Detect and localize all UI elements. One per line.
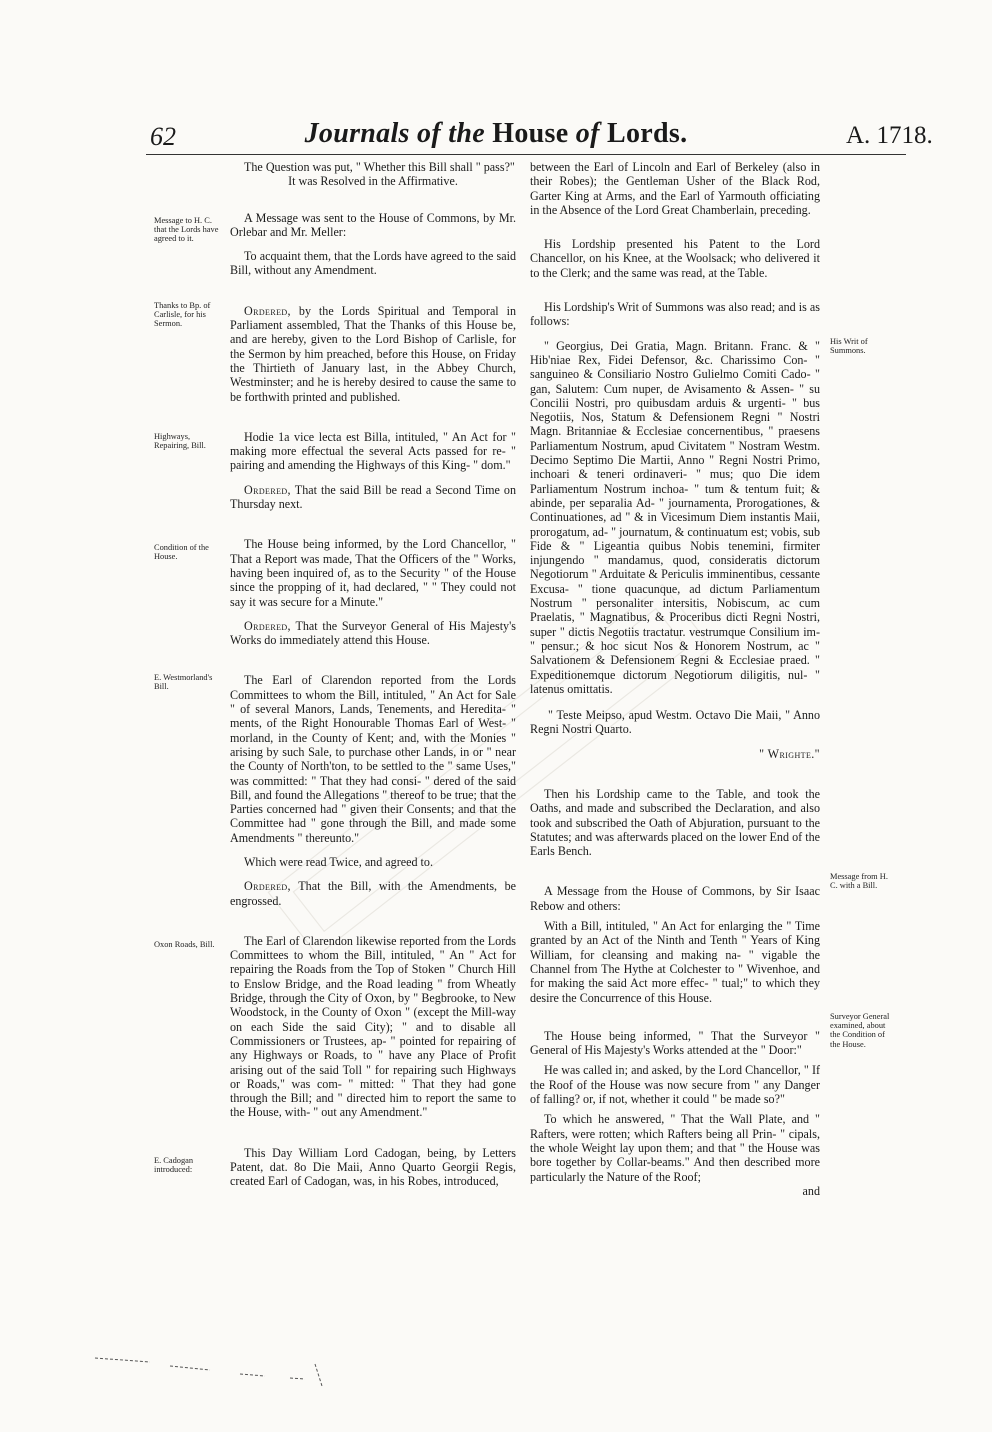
title-word: Lords. bbox=[607, 118, 688, 149]
paragraph bbox=[230, 483, 516, 512]
margin-note-highways: Highways, Repairing, Bill. bbox=[154, 432, 206, 451]
paragraph: A Message from the House of Commons, by Sir Isaac Rebow and others: bbox=[530, 884, 820, 913]
paragraph: He was called in; and asked, by the Lord Chancellor, " If the Roof of the House was now secure from " any Danger of falling? or, if not, whether it could " be made so?" bbox=[530, 1063, 820, 1107]
paragraph: The House being informed, " That the Surveyor " General of His Majesty's Works attended at the " Door:" bbox=[530, 1028, 820, 1058]
paragraph: The Question was put, " Whether this Bill shall " pass?" bbox=[244, 160, 515, 174]
title-word: of bbox=[575, 118, 600, 149]
margin-note-oxon: Oxon Roads, Bill. bbox=[154, 940, 215, 949]
margin-note-condition: Condition of the House. bbox=[154, 543, 209, 562]
paragraph bbox=[230, 619, 516, 648]
paragraph-body: That the Bill, with the Amendments, be engrossed. bbox=[230, 879, 516, 908]
right-column bbox=[530, 160, 820, 1198]
margin-note-westmorland: E. Westmorland's Bill. bbox=[154, 673, 213, 692]
paragraph: The House being informed, by the Lord Chancellor, " That a Report was made, That the Officers of the " Works, having been inquired of, as to the Security " of the House since the propping of it, had declared, " " They could not say it was secure for a Minute." bbox=[230, 537, 516, 609]
margin-note-message-hc: Message to H. C. that the Lords have agreed to it. bbox=[154, 216, 219, 244]
page-number: 62 bbox=[150, 122, 176, 151]
margin-note-surveyor: Surveyor General examined, about the Condition of the House. bbox=[830, 1012, 890, 1049]
paragraph: between the Earl of Lincoln and Earl of Berkeley (also in their Robes); the Gentleman Usher of the Black Rod, Garter King at Arms, and the Earl of Yarmouth officiating in the Absence of the Lord Great Chamberlain, preceding. bbox=[530, 160, 820, 217]
paragraph bbox=[230, 304, 516, 404]
header-rule bbox=[146, 154, 906, 155]
paragraph: The Earl of Clarendon reported from the Lords Committees to whom the Bill, intituled, " An Act for Sale " of several Manors, Lands, Tenements, and Heredita- " ments, of the Right Honourable Thomas Earl of West- " morland, in the County of Kent; and, with the Monies " arising by such Sale, to purchase other Lands, in or " near the County of North'ton, to be settled to the " same Uses," was committed: " That they had consi- " dered of the said Bill, and found the Allegations " thereof to be true; that the Parties concerned had " given their Consents; and that the Committee had " gone through the Bill, and made some Amendments " thereunto." bbox=[230, 673, 516, 845]
paragraph-body: That the Surveyor General of His Majesty's Works do immediately attend this House. bbox=[230, 618, 516, 648]
paragraph: Then his Lordship came to the Table, and took the Oaths, and made and subscribed the Declaration, and also took and subscribed the Oath of Abjuration, pursuant to the Statutes; and was afterwards placed on the lower End of the Earls Bench. bbox=[530, 786, 820, 859]
paragraph: With a Bill, intituled, " An Act for enlarging the " Time granted by an Act of the Ninth and Tenth " Years of King William, for cleansing and making na- " vigable the Channel from The Hythe at Colchester to " Wivenhoe, and for making the said Act more effec- " tual;" to which they desire the Concurrence of this House. bbox=[530, 919, 820, 1005]
title-word: Journals bbox=[304, 118, 410, 149]
ordered-lead: Ordered, bbox=[244, 303, 291, 318]
ordered-lead: Ordered, bbox=[244, 482, 291, 497]
writ-text: " Georgius, Dei Gratia, Magn. Britann. Franc. & " Hib'niae Rex, Fidei Defensor, &c. Charissimo Con- " sanguineo & Consiliario Nostro Gulielmo Comiti Cado- " gan, Salutem: Cum nuper, de Avisamento & Assen- " su Concilii Nostri, pro quibusdam arduis & urgenti- " bus Negotiis, Nos, Statum & Defensionem Regni " Nostri Magn. Britanniae & Ecclesiae concernentibus, " praesens Parliamentum Nostrum, apud Civitatem " Nostram Westm. Decimo Septimo Die Martii, Anno " Regni Nostri Primo, inchoari & teneri ordinaveri- " mus; quo Die idem Parliamentum Nostrum inchoa- " tum & tentum fuit; & abinde, per separalia Ad- " journamenta, Prorogationes, & Continuationes, ad " & in Vicesimum Diem instantis Maii, prorogatum, ad- " journatum, & continuatum est; vobis, sub Fide & " Ligeantia quibus Nobis tenemini, firmiter injungendo " mandamus, quod, consideratis dictorum Negotiorum " Arduitate & Periculis imminentibus, cessante Excusa- " tione quacunque, ad dictum Parliamentum Nostrum " personaliter intersitis, Nobiscum, ac cum Praelatis, " Magnatibus, & Proceribus dicti Regni Nostri, super " dictis Negotiis tractatur. vestrumque Consilium im- " pensur.; & hoc sicut Nos & Honorem Nostrum, ac " Salvationem & Defensionem Regni & Ecclesiae praed. " Expeditionemque dictorum Negotiorum diligitis, nul- " latenus omittatis. bbox=[530, 338, 820, 696]
page-title bbox=[0, 118, 992, 150]
paragraph: A Message was sent to the House of Commons, by Mr. Orlebar and Mr. Meller: bbox=[230, 210, 516, 239]
catchword: and bbox=[802, 1183, 820, 1198]
title-word: House bbox=[492, 118, 569, 149]
title-word: of the bbox=[417, 118, 485, 149]
paragraph: To which he answered, " That the Wall Plate, and " Rafters, were rotten; which Rafters being all Prin- " cipals, the whole Weight lay upon them; and that " the House was bore together by Collar-beams." And then described more particularly the Nature of the Roof; bbox=[530, 1112, 820, 1184]
ordered-lead: Ordered, bbox=[244, 879, 291, 894]
paragraph-body: That the said Bill be read a Second Time on Thursday next. bbox=[230, 482, 516, 512]
paragraph bbox=[230, 879, 516, 908]
scan-marks bbox=[90, 1352, 420, 1392]
ordered-lead: Ordered, bbox=[244, 618, 291, 633]
left-column bbox=[230, 160, 516, 1189]
paragraph: Which were read Twice, and agreed to. bbox=[244, 854, 433, 869]
paragraph-body: by the Lords Spiritual and Temporal in Parliament assembled, That the Thanks of this House be, and are hereby, given to the Lord Bishop of Carlisle, for the Sermon by him preached, before this House, on Friday the Thirtieth of January last, in the Abbey Church, Westminster; and he is hereby desired to cause the same to be forthwith printed and published. bbox=[230, 303, 516, 404]
margin-note-thanks: Thanks to Bp. of Carlisle, for his Sermon. bbox=[154, 301, 211, 329]
paragraph: To acquaint them, that the Lords have agreed to the said Bill, without any Amendment. bbox=[230, 249, 516, 278]
paragraph: The Earl of Clarendon likewise reported from the Lords Committees to whom the Bill, intituled, " An " Act for repairing the Roads from the Top of Stoken " Church Hill to Enslow Bridge, and the Road leading " from Wheatly Bridge, through the City of Oxon, by " Begbrooke, to New Woodstock, in the County of Oxon " (except the Mill-way on each Side the said City); " and to disable all Commissioners or Trustees, ap- " pointed for repairing of any Highways or Roads, to " have any Place of Profit arising out of the said Toll " for repairing such Highways or Roads," was com- " mitted: " That they had gone through the Bill; and " directed him to report the same to the House, with- " out any Amendment." bbox=[230, 933, 516, 1120]
paragraph: Hodie 1a vice lecta est Billa, intituled, " An Act for " making more effectual the several Acts passed for re- " pairing and amending the Highways of this King- " dom." bbox=[230, 429, 516, 473]
writ-signature: " Wrighte." bbox=[759, 746, 820, 761]
paragraph: This Day William Lord Cadogan, being, by Letters Patent, dat. 8o Die Maii, Anno Quarto Georgii Regis, created Earl of Cadogan, was, in his Robes, introduced, bbox=[230, 1145, 516, 1189]
margin-note-cadogan: E. Cadogan introduced: bbox=[154, 1156, 194, 1175]
margin-note-message-from-hc: Message from H. C. with a Bill. bbox=[830, 872, 888, 891]
page-year: A. 1718. bbox=[846, 122, 933, 149]
paragraph: His Lordship presented his Patent to the Lord Chancellor, on his Knee, at the Woolsack; who delivered it to the Clerk; and the same was read, at the Table. bbox=[530, 237, 820, 280]
paragraph: His Lordship's Writ of Summons was also read; and is as follows: bbox=[530, 300, 820, 329]
paragraph: It was Resolved in the Affirmative. bbox=[288, 174, 458, 189]
margin-note-writ: His Writ of Summons. bbox=[830, 337, 868, 356]
writ-teste: " Teste Meipso, apud Westm. Octavo Die Maii, " Anno Regni Nostri Quarto. bbox=[530, 708, 820, 737]
